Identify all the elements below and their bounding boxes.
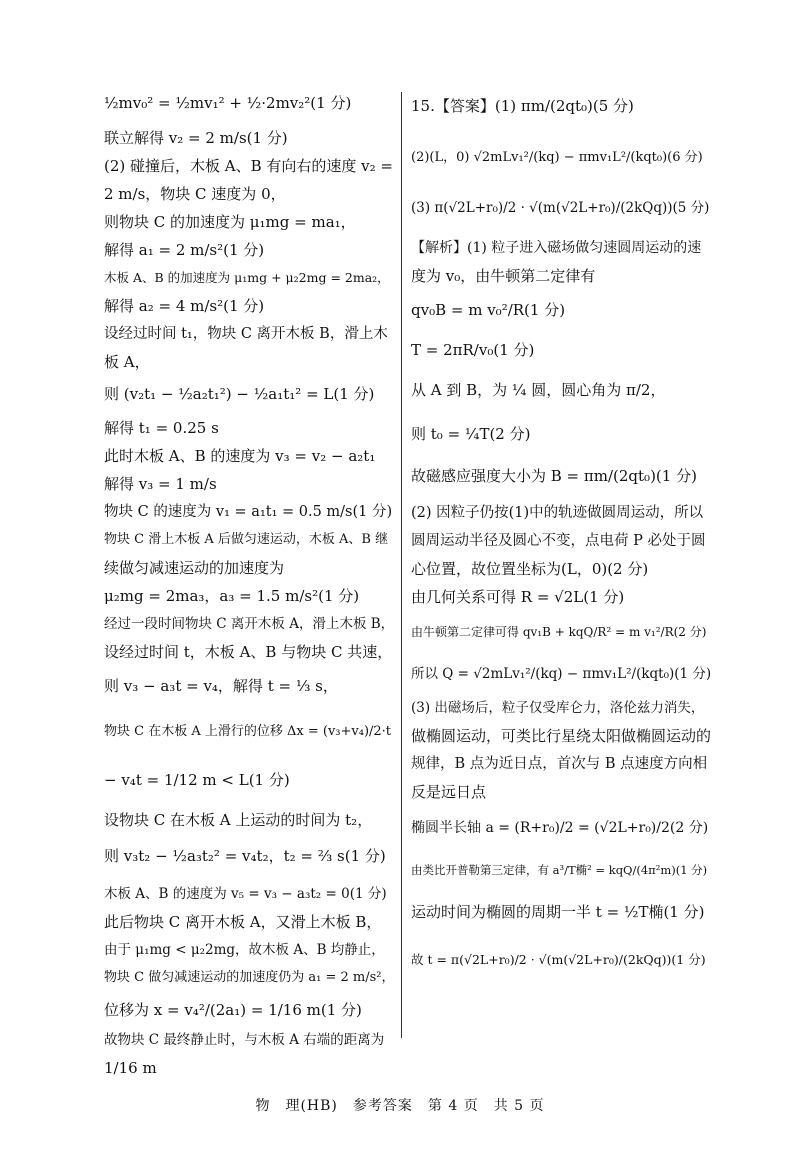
- text-line: ½mv₀² = ½mv₁² + ½·2mv₂²(1 分): [104, 94, 352, 112]
- text-line: 所以 Q = √2mLv₁²/(kq) − πmv₁L²/(kqt₀)(1 分): [411, 666, 712, 682]
- text-line: (2) 因粒子仍按(1)中的轨迹做圆周运动，所以: [411, 505, 704, 521]
- text-line: 此后物块 C 离开木板 A，又滑上木板 B，: [104, 913, 382, 931]
- text-line: 【解析】(1) 粒子进入磁场做匀速圆周运动的速: [411, 240, 702, 256]
- text-line: 从 A 到 B，为 ¼ 圆，圆心角为 π/2，: [411, 381, 666, 399]
- text-line: 经过一段时间物块 C 离开木板 A，滑上木板 B，: [104, 616, 395, 632]
- text-line: 心位置，故位置坐标为(L，0)(2 分): [411, 560, 649, 578]
- text-line: 圆周运动半径及圆心不变，点电荷 P 必处于圆: [411, 533, 706, 549]
- text-line: 板 A，: [104, 353, 150, 371]
- text-line: 运动时间为椭圆的周期一半 t = ½T椭(1 分): [411, 903, 705, 921]
- text-line: 则 v₃t₂ − ½a₃t₂² = v₄t₂，t₂ = ⅔ s(1 分): [104, 847, 386, 865]
- text-line: 联立解得 v₂ = 2 m/s(1 分): [104, 129, 288, 147]
- text-line: 由类比开普勒第三定律，有 a³/T椭² = kqQ/(4π²m)(1 分): [411, 863, 708, 877]
- answer-line: 15.【答案】(1) πm/(2qt₀)(5 分): [411, 97, 634, 115]
- text-line: 设经过时间 t₁，物块 C 离开木板 B，滑上木: [104, 326, 388, 342]
- text-line: μ₂mg = 2ma₃，a₃ = 1.5 m/s²(1 分): [104, 587, 360, 605]
- text-line: 则 v₃ − a₃t = v₄，解得 t = ⅓ s，: [104, 677, 338, 695]
- text-line: 规律，B 点为近日点，首次与 B 点速度方向相: [411, 756, 708, 772]
- text-line: 物块 C 滑上木板 A 后做匀速运动，木板 A、B 继: [104, 532, 389, 547]
- text-line: (3) 出磁场后，粒子仅受库仑力，洛伦兹力消失，: [411, 700, 705, 716]
- text-line: 物块 C 做匀减速运动的加速度仍为 a₁ = 2 m/s²，: [104, 970, 395, 985]
- text-line: 反是远日点: [411, 783, 487, 801]
- text-line: 木板 A、B 的速度为 v₅ = v₃ − a₃t₂ = 0(1 分): [104, 886, 387, 902]
- text-line: 解得 t₁ = 0.25 s: [104, 419, 219, 437]
- page-footer: 物 理(HB) 参考答案 第 4 页 共 5 页: [255, 1098, 545, 1114]
- text-line: 则物块 C 的加速度为 μ₁mg = ma₁，: [104, 213, 356, 231]
- text-line: qv₀B = m v₀²/R(1 分): [411, 301, 566, 319]
- text-line: 位移为 x = v₄²/(2a₁) = 1/16 m(1 分): [104, 1001, 362, 1019]
- text-line: 则 (v₂t₁ − ½a₂t₁²) − ½a₁t₁² = L(1 分): [104, 385, 375, 403]
- text-line: 由牛顿第二定律可得 qv₁B + kqQ/R² = m v₁²/R(2 分): [411, 625, 707, 639]
- text-line: (2) 碰撞后，木板 A、B 有向右的速度 v₂ =: [104, 157, 394, 175]
- column-divider: [401, 92, 402, 1038]
- text-line: 此时木板 A、B 的速度为 v₃ = v₂ − a₂t₁: [104, 447, 376, 465]
- text-line: 故物块 C 最终静止时，与木板 A 右端的距离为: [104, 1032, 385, 1048]
- text-line: 解得 v₃ = 1 m/s: [104, 475, 217, 493]
- text-line: 2 m/s，物块 C 速度为 0，: [104, 185, 286, 203]
- answer-line: (3) π(√2L+r₀)/2 · √(m(√2L+r₀)/(2kQq))(5 分): [411, 200, 710, 216]
- text-line: 1/16 m: [104, 1059, 157, 1077]
- text-line: 椭圆半长轴 a = (R+r₀)/2 = (√2L+r₀)/2(2 分): [411, 820, 709, 836]
- text-line: 做椭圆运动，可类比行星绕太阳做椭圆运动的: [411, 727, 712, 745]
- text-line: 故 t = π(√2L+r₀)/2 · √(m(√2L+r₀)/(2kQq))(1 分): [411, 952, 706, 967]
- text-line: 设物块 C 在木板 A 上运动的时间为 t₂，: [104, 811, 373, 829]
- text-line: 解得 a₁ = 2 m/s²(1 分): [104, 241, 265, 259]
- text-line: 由几何关系可得 R = √2L(1 分): [411, 588, 625, 606]
- text-line: 物块 C 的速度为 v₁ = a₁t₁ = 0.5 m/s(1 分): [104, 504, 393, 520]
- text-line: 故磁感应强度大小为 B = πm/(2qt₀)(1 分): [411, 467, 697, 485]
- text-line: 设经过时间 t，木板 A、B 与物块 C 共速，: [104, 643, 393, 661]
- text-line: 则 t₀ = ¼T(2 分): [411, 425, 531, 443]
- text-line: 解得 a₂ = 4 m/s²(1 分): [104, 297, 265, 315]
- text-line: 度为 v₀，由牛顿第二定律有: [411, 267, 596, 285]
- answer-line: (2)(L，0) √2mLv₁²/(kq) − πmv₁L²/(kqt₀)(6 分): [411, 150, 703, 165]
- text-line: 物块 C 在木板 A 上滑行的位移 Δx = (v₃+v₄)/2·t: [104, 724, 392, 739]
- text-line: T = 2πR/v₀(1 分): [411, 341, 535, 359]
- text-line: 续做匀减速运动的加速度为: [104, 559, 285, 577]
- text-line: 木板 A、B 的加速度为 μ₁mg + μ₂2mg = 2ma₂，: [104, 270, 390, 285]
- text-line: − v₄t = 1/12 m < L(1 分): [104, 771, 290, 789]
- text-line: 由于 μ₁mg < μ₂2mg，故木板 A、B 均静止，: [104, 942, 385, 958]
